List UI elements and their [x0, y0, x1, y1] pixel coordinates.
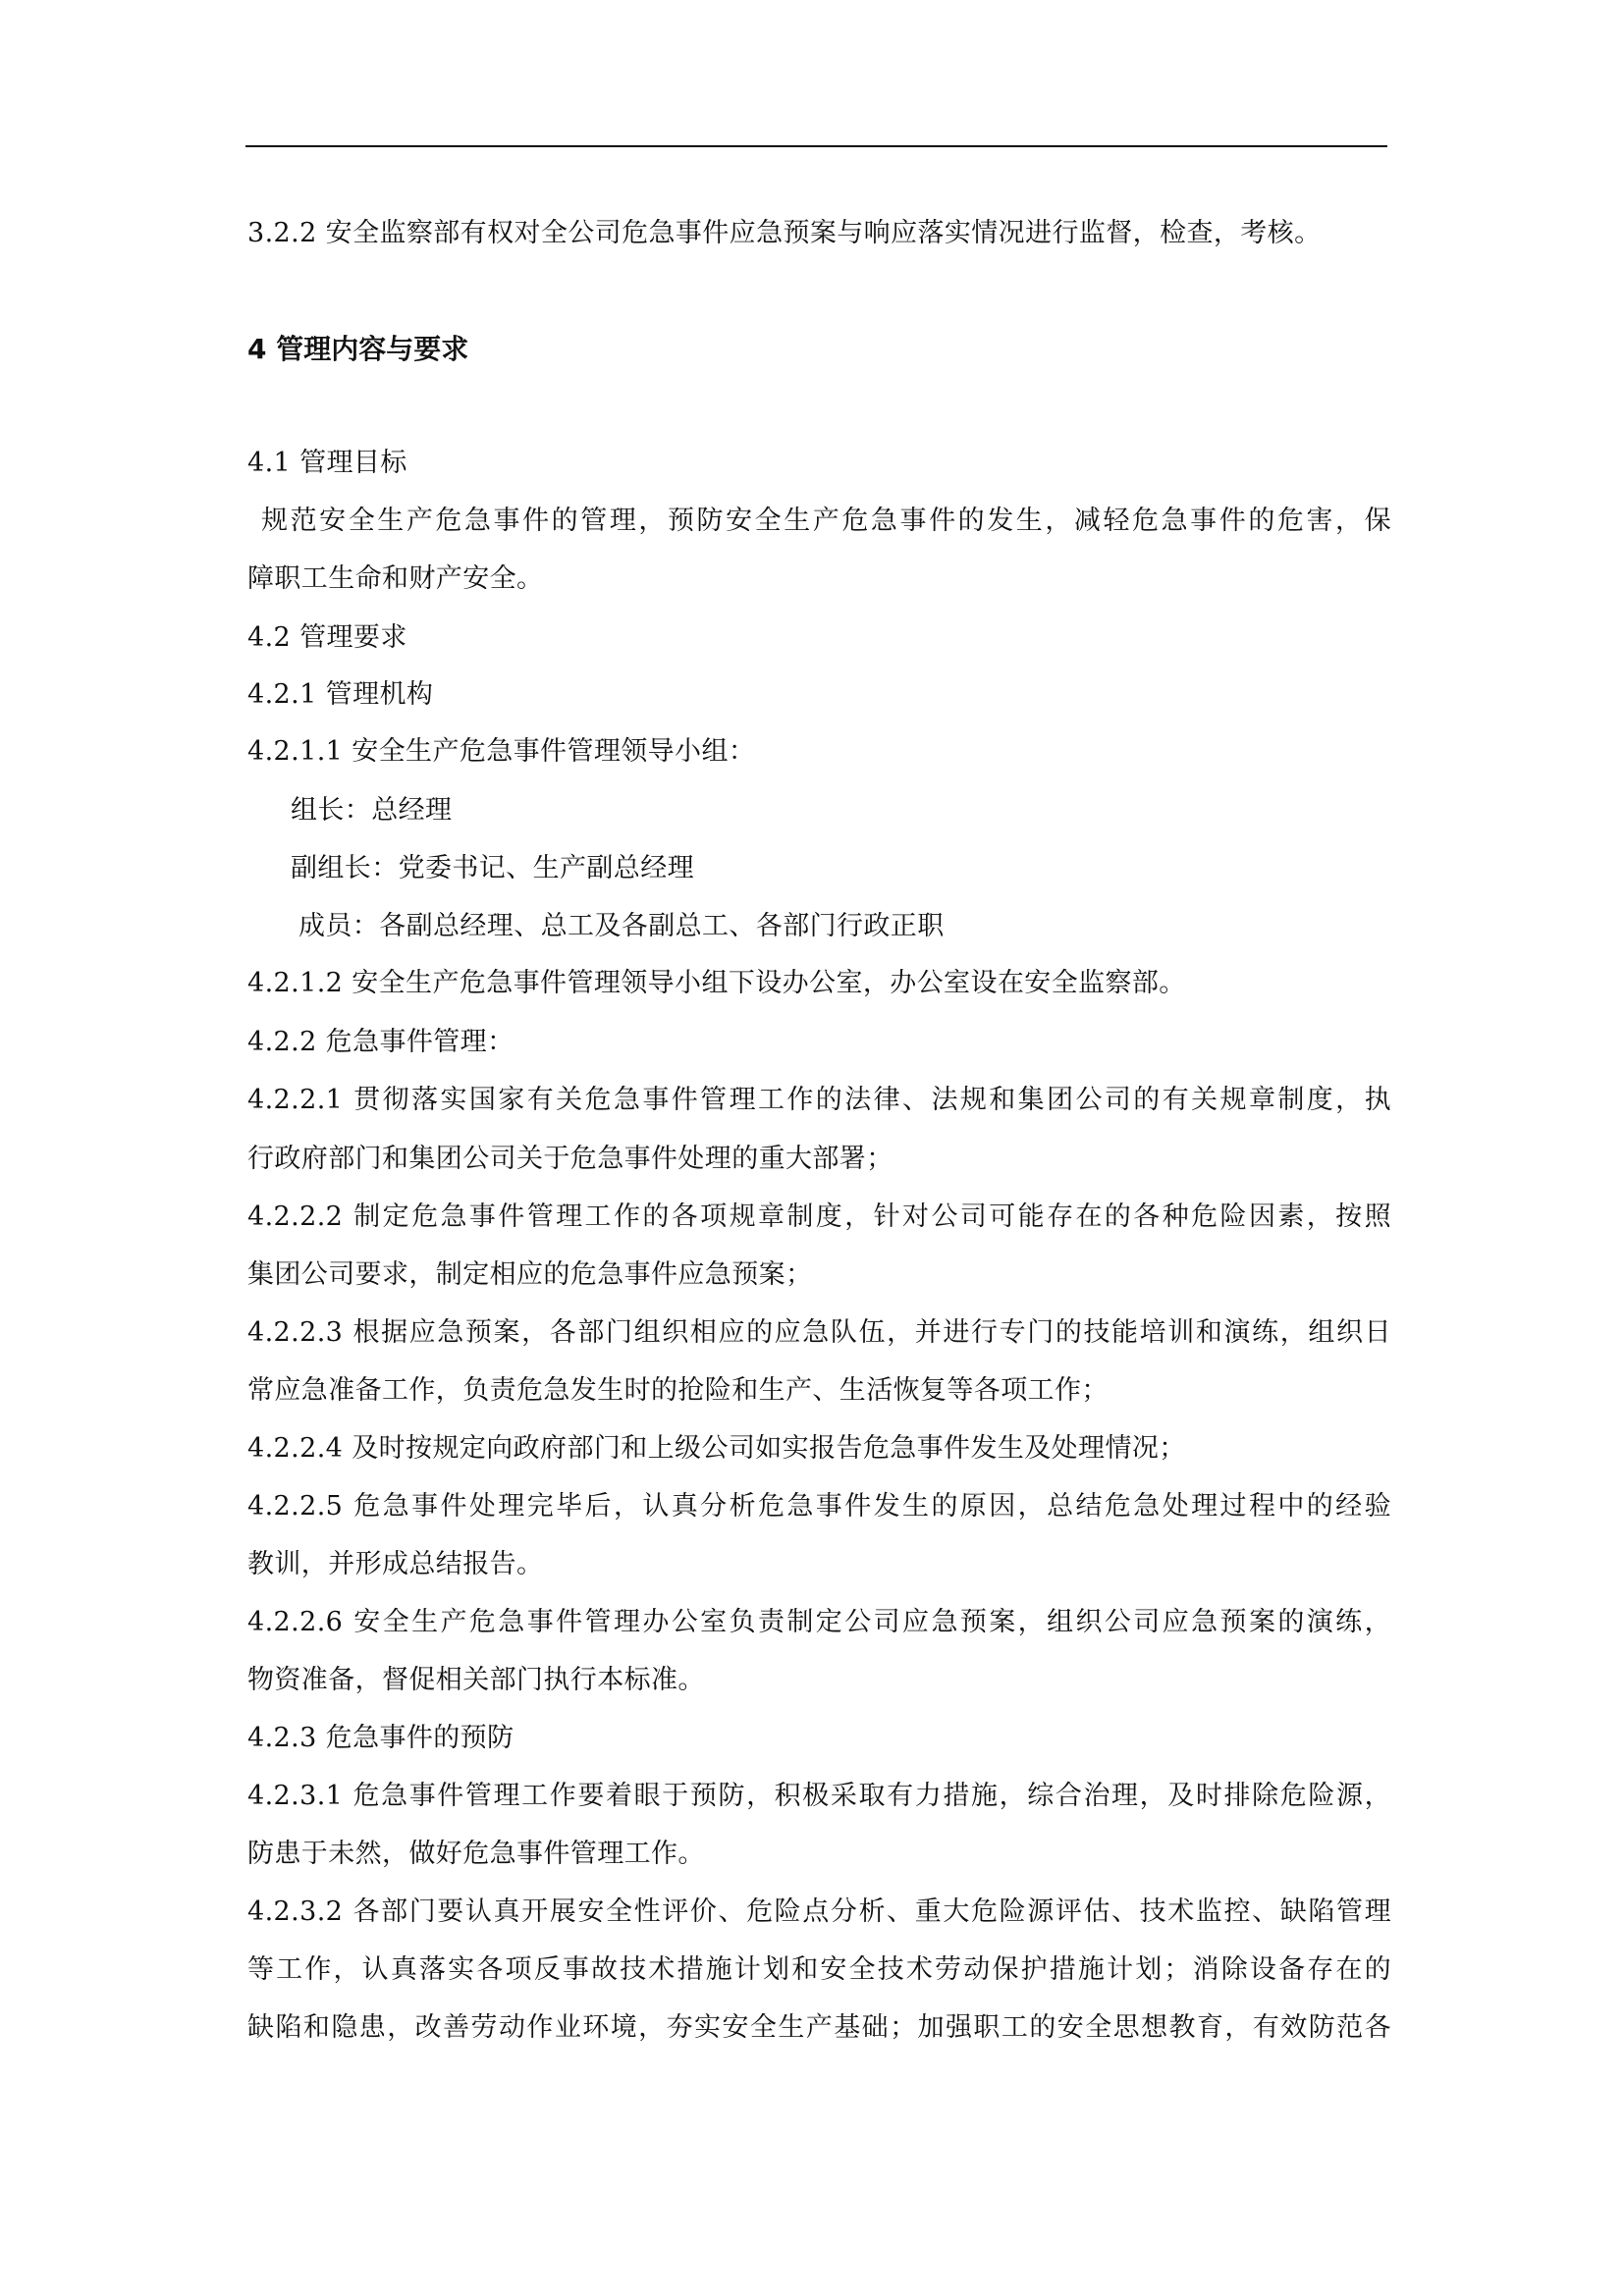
paragraph-line: 等工作，认真落实各项反事故技术措施计划和安全技术劳动保护措施计划；消除设备存在的 — [247, 1954, 1391, 1985]
clause-4-2-2: 4.2.2 危急事件管理： — [247, 1027, 514, 1057]
header-rule — [245, 145, 1387, 147]
paragraph-line: 障职工生命和财产安全。 — [247, 563, 544, 594]
clause-4-2-1-2: 4.2.1.2 安全生产危急事件管理领导小组下设办公室，办公室设在安全监察部。 — [247, 968, 1186, 998]
paragraph-line: 集团公司要求，制定相应的危急事件应急预案； — [247, 1259, 813, 1290]
clause-4-2-3: 4.2.3 危急事件的预防 — [247, 1723, 514, 1753]
clause-3-2-2: 3.2.2 安全监察部有权对全公司危急事件应急预案与响应落实情况进行监督，检查，考核。 — [247, 218, 1322, 248]
paragraph-line: 规范安全生产危急事件的管理，预防安全生产危急事件的发生，减轻危急事件的危害，保 — [261, 506, 1391, 536]
paragraph-line: 防患于未然，做好危急事件管理工作。 — [247, 1839, 705, 1869]
clause-4-1: 4.1 管理目标 — [247, 448, 407, 478]
clause-4-2-3-2: 4.2.3.2 各部门要认真开展安全性评价、危险点分析、重大危险源评估、技术监控、缺陷管理 — [247, 1896, 1391, 1927]
clause-4-2-2-3: 4.2.2.3 根据应急预案，各部门组织相应的应急队伍，并进行专门的技能培训和演练，组织日 — [247, 1317, 1391, 1348]
paragraph-line: 物资准备，督促相关部门执行本标准。 — [247, 1665, 705, 1695]
paragraph-line: 行政府部门和集团公司关于危急事件处理的重大部署； — [247, 1144, 893, 1174]
leader-line: 组长：总经理 — [291, 795, 453, 826]
clause-4-2: 4.2 管理要求 — [247, 622, 407, 653]
paragraph-line: 教训，并形成总结报告。 — [247, 1549, 544, 1579]
clause-4-2-3-1: 4.2.3.1 危急事件管理工作要着眼于预防，积极采取有力措施，综合治理，及时排除危险源， — [247, 1781, 1391, 1811]
clause-4-2-2-4: 4.2.2.4 及时按规定向政府部门和上级公司如实报告危急事件发生及处理情况； — [247, 1433, 1186, 1464]
clause-4-2-2-6: 4.2.2.6 安全生产危急事件管理办公室负责制定公司应急预案，组织公司应急预案的演练， — [247, 1607, 1391, 1637]
deputy-leader-line: 副组长：党委书记、生产副总经理 — [291, 853, 694, 883]
paragraph-line: 常应急准备工作，负责危急发生时的抢险和生产、生活恢复等各项工作； — [247, 1375, 1109, 1406]
members-line: 成员：各副总经理、总工及各副总工、各部门行政正职 — [298, 911, 945, 941]
clause-4-2-2-1: 4.2.2.1 贯彻落实国家有关危急事件管理工作的法律、法规和集团公司的有关规章制度，执 — [247, 1085, 1391, 1115]
section-heading-4: 4 管理内容与要求 — [247, 333, 469, 365]
clause-4-2-1: 4.2.1 管理机构 — [247, 679, 434, 710]
clause-4-2-2-5: 4.2.2.5 危急事件处理完毕后，认真分析危急事件发生的原因，总结危急处理过程中的经验 — [247, 1491, 1391, 1522]
clause-4-2-1-1: 4.2.1.1 安全生产危急事件管理领导小组： — [247, 736, 756, 767]
clause-4-2-2-2: 4.2.2.2 制定危急事件管理工作的各项规章制度，针对公司可能存在的各种危险因素，按照 — [247, 1201, 1391, 1232]
paragraph-line: 缺陷和隐患，改善劳动作业环境，夯实安全生产基础；加强职工的安全思想教育，有效防范各 — [247, 2012, 1391, 2043]
